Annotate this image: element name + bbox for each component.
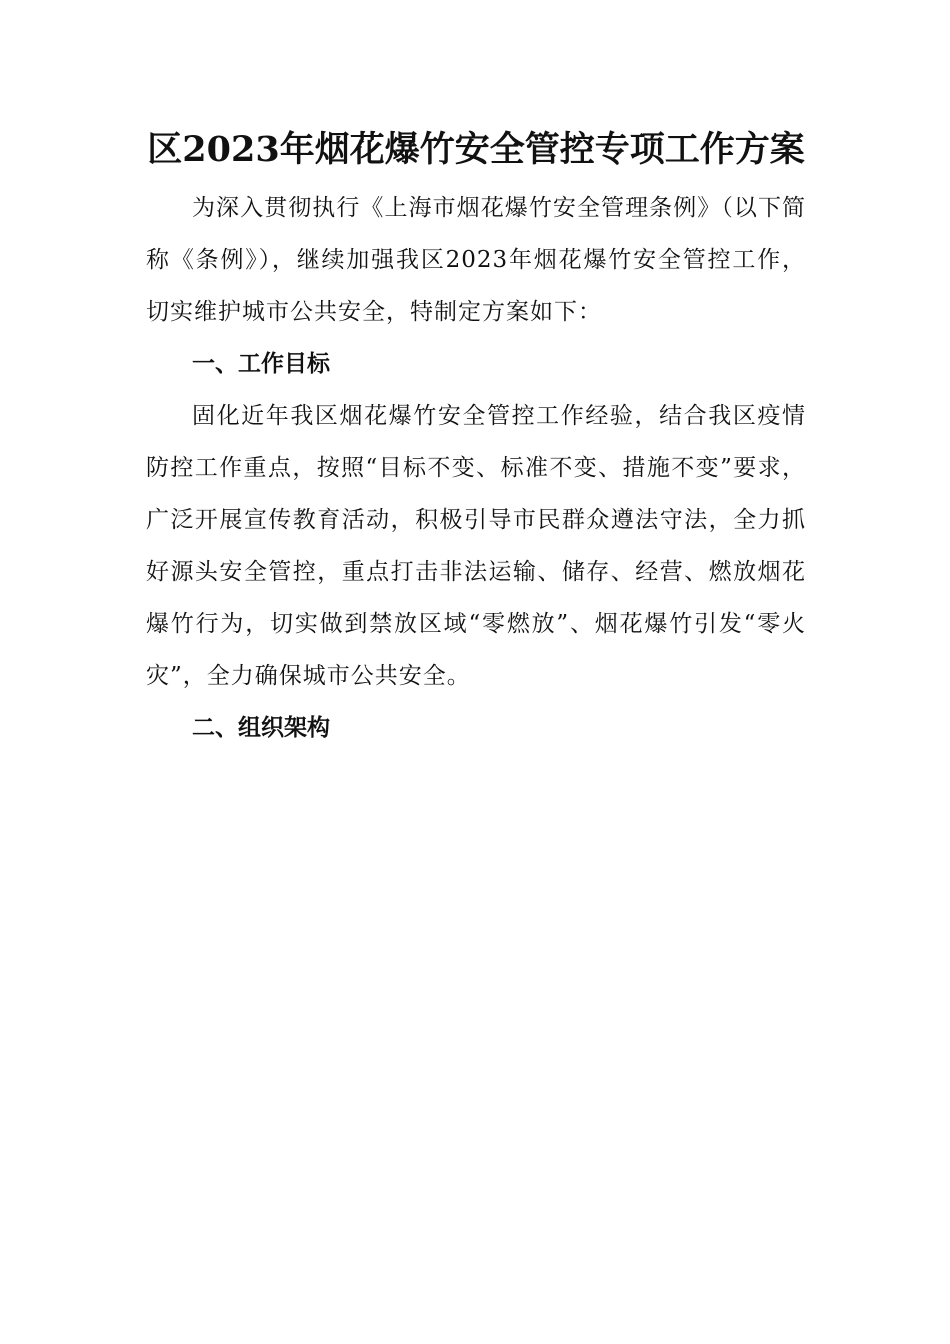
section-body-goals: 固化近年我区烟花爆竹安全管控工作经验，结合我区疫情防控工作重点，按照“目标不变、标准不变、措施不变”要求，广泛开展宣传教育活动，积极引导市民群众遵法守法，全力抓好源头安全管控，重点打击非法运输、储存、经营、燃放烟花爆竹行为，切实做到禁放区域“零燃放”、烟花爆竹引发“零火灾”，全力确保城市公共安全。 [146, 403, 806, 689]
intro-paragraph: 为深入贯彻执行《上海市烟花爆竹安全管理条例》（以下简称《条例》），继续加强我区2023年烟花爆竹安全管控工作，切实维护城市公共安全，特制定方案如下： [146, 195, 806, 325]
section-heading-organization: 二、组织架构 [192, 715, 330, 741]
section-heading-goals: 一、工作目标 [192, 351, 330, 377]
document-title: 区2023年烟花爆竹安全管控专项工作方案 [147, 129, 805, 170]
document-page [146, 118, 806, 754]
